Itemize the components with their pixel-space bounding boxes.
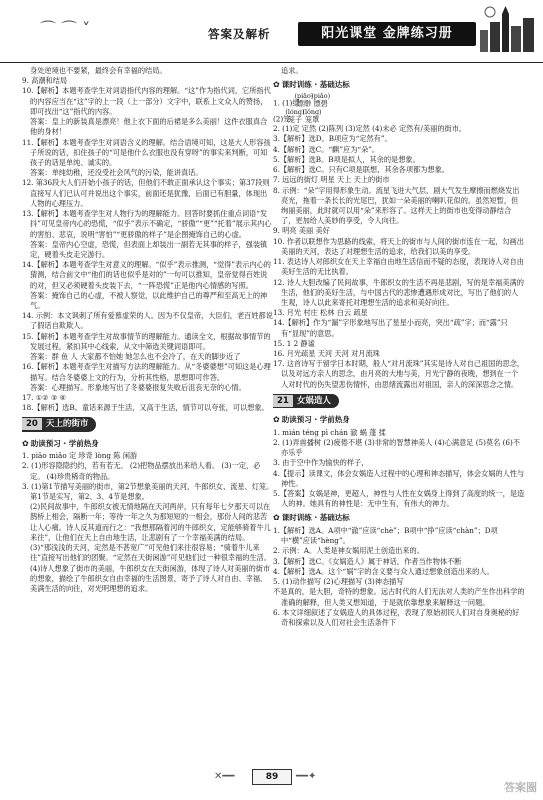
section-number: 21: [273, 395, 293, 407]
birds-ornament-icon: ⌒ ⌒ ˅: [40, 19, 91, 38]
answer-label: (2)笼: [273, 114, 291, 124]
text-line: 追求。: [281, 66, 303, 75]
pinyin: (lǒng): [302, 107, 322, 116]
pinyin: (piāo): [294, 91, 314, 100]
text-line: 9. 明亮 美丽 美好: [273, 226, 330, 236]
text-line: 11. 表达诗人对郎织女在天上幸福自由地生活信而不疑的态度，表现诗人对自由美好生活的无比执着。: [273, 257, 524, 277]
right-ornament-icon: ━━✦: [296, 771, 317, 782]
text-line: 17. 这首诗写于留学日本时期，般人“对月流珠”其实是诗人对自己祖国的思念，以及对远方亲人的思念，由月亮的大地与美，月光宁静的夜晚，想到在一个人对时代的伤失望悲伤情怀，由思绪流露出对祖国，亲人的深深思念之情。: [273, 359, 525, 389]
text-line: 2. (1)弄兽播树 (2)疲倦不堪 (3)非常的智慧神美人 (4)心满意足 (5)莫名 (6)不亦乐乎: [273, 437, 520, 458]
subsection-heading: [273, 414, 525, 426]
text-line: 8. 示例：“朵”字用得形象生动。流星飞进大气层，剧大气发生摩擦而燃烧发出亮光，拖着一条长长的光尾巴，犹如一朵美丽的喇叭花似的。虽然短暂，但绚丽美丽，此时就可以用“朵”来形容了。这样天上的街市也变得动静结合了，更加给人美妙的享受，令人向往。: [273, 185, 520, 226]
section-heading: [273, 394, 339, 408]
text-line: 3. 由于空中作为愉快的样子，: [273, 458, 369, 468]
text-line: 2. (1)形容隐隐约约，若有若无。 (2)把物品摆放出来给人看。 (3)一定，必定。 (4)珍贵稀奇的物品。: [22, 461, 261, 481]
series-title: 阳光课堂 金牌练习册: [298, 22, 476, 46]
subsection-heading: [22, 438, 274, 450]
text-line: 3.【解析】选C。《女娲造人》属于神话，作者当作物体不断: [273, 556, 462, 566]
text-line: 4.【提示】读课文，体会女娲造人过程中的心理和神态描写，体会女娲的人性与神性。: [273, 468, 525, 488]
text-line: 不是真的，是大胆，奇特的想象。远古时代的人们无法对人类的产生作出科学的准确的解释，但人类又想知道，于是就依靠想象来解释这一问题。: [273, 587, 525, 607]
text-line: 6. 本文详细叙述了女娲造人的具体过程，表现了原始初民人们对自身奥秘的好奇和探索以及人们对社会生活条件下: [273, 607, 520, 627]
hanzi: 缥碧: [313, 98, 328, 108]
text-line: 9. 高潮和结局: [22, 76, 68, 86]
flower-bullet-icon: ✿: [273, 414, 280, 424]
text-line: 14.【解析】本题考查学生对意义的理解。“似乎”表示推测，“觉得”表示内心的猜测，结合前文中“他们的话也似乎是对的”一句可以推知，皇帝觉得百姓说的对，但又必须硬着头皮装下去，“一阵恐慌”正是他内心情感的写照。: [22, 260, 271, 290]
text-line: (4)诗人想象了街市的美丽，牛郎织女在天街闲游，体现了诗人对美丽的街市的想象，描绘了牛郎织女自由幸福的生活图景，寄予了诗人对自由、幸福、美满生活的向往，对光明理想的追求。: [30, 563, 271, 593]
text-line: 18.【解析】选B。童话来源于生活，又高于生活，情节可以夸张，可以想象。: [22, 403, 269, 413]
text-line: 1.【解析】选A。A项中“澈”应读“chè”；B项中“挣”应读“chàn”；D项中“横”应读“hèng”。: [273, 526, 498, 546]
text-line: 17. ①② ③ ④: [22, 393, 67, 402]
page-header: [0, 0, 543, 63]
text-line: 10. 作者以联想作为思路的线索，将天上的街市与人间的街市连在一起，勾画出美丽的天河，表达了对理想生活的追求，给我们以美的享受。: [273, 236, 524, 256]
text-line: 5.【答案】女娲是神，更超人，神性与人性在女娲身上得到了高度的统一，是造人的神。她具有的神性是：无中生有，有伟大的神力。: [273, 488, 525, 509]
subsection-title: 助读预习 · 学前热身: [281, 414, 350, 424]
text-line: 3. (1)第1节描写美丽的街市，第2节想象美丽的天河，牛郎织女、流星、灯笼。第1节是实写，第2、3、4节是想象。: [22, 481, 274, 502]
section-number: 20: [22, 418, 42, 430]
subsection-heading: [273, 512, 525, 524]
pinyin-answer-line: [273, 109, 525, 125]
text-line: 12. 诗人大胆改编了民间故事，牛郎织女的生活不再是悲剧，写的是幸福美满的生活，他们的美好生活，与中国古代的悲惨遭遇形成对比，写出了他们的人生观，诗人以此来寄托对理想生活的追求和美好向往。: [273, 277, 524, 307]
subsection-title: 助读预习 · 学前热身: [30, 438, 99, 448]
section-title-text: 女娲造人: [296, 395, 331, 406]
section-title: 答案及解析: [208, 27, 271, 41]
subsection-heading: [273, 79, 525, 91]
text-line: (3)“那浅浅的天河，定然是不甚宽广”可见他们来往很容易；“骑着牛儿来往”直接写出他们的团聚。“定然在天街闲游”可见他们过一种很幸福的生活。: [30, 543, 272, 563]
text-line: 10.【解析】本题考查学生对词语指代内容的理解。“这”作为指代词，它所指代的内容应当在“这”字的上一段（上一部分）文字中，联系上文众人的赞扬，即可找出“这”指代的内容。: [22, 86, 271, 116]
text-line: 13.【解析】本题考查学生对人物行为的理解能力。回答时要抓住重点词语“发抖”可见皇帝内心的恐慌，“似乎”表示不确定，“骄傲”“更”“托着”展示其内心的害怕、悲哀，说明“害怕”“更骄傲的样子”是企图掩饰自己的心虚。: [22, 209, 272, 239]
flower-bullet-icon: ✿: [273, 80, 280, 90]
pinyin: (piǎo): [311, 91, 331, 100]
text-line: 5.【解析】选B。B项是拟人，其余的是想象。: [273, 154, 420, 164]
text-line: 14. 示例：本文讽刺了所有爱慕虚荣的人。因为不仅皇帝，大臣们，老百姓都说了假话自欺欺人。: [22, 311, 273, 331]
text-line: 16.【解析】本题考查学生对描写方法的理解能力。从“冬婆婆想”可知这是心理描写。结合冬婆婆上文的行为，分析其性格，思想即可作答。: [22, 362, 271, 382]
text-line: 13. 月光 村庄 松林 白云 疏星: [273, 308, 368, 318]
text-line: 1. mián téng pì chán 澈 蜗 蓬 揉: [273, 427, 386, 437]
hanzi: 笼子: [287, 114, 303, 124]
hanzi: 缥缈: [296, 98, 312, 108]
text-line: 答案：单纯幼稚，还没受社会风气的污染，能讲真话。: [30, 168, 203, 178]
subsection-title: 课时训练 · 基础达标: [281, 80, 350, 90]
left-column: [22, 66, 274, 706]
text-line: 12. 第36段大人们开始小孩子的话，但他们不敢正面承认这个事实；第37段则直接写人们已认可并说出这个事实，前面还是犹豫，后面已有胆量，体现出人物的心理压力。: [22, 178, 270, 208]
page-footer: [0, 762, 543, 792]
text-line: 1. piāo miǎo 定 珍奇 lòng 陈 闲游: [22, 451, 138, 461]
text-line: 11.【解析】本题考查学生对词语含义的理解。结合语境可知，这是大人形容孩子所说的话，扣住孩子的“可是他什么衣服也没有穿呀”的事实来判断，可知孩子的话是单纯、诚实的。: [22, 137, 271, 167]
text-line: 5. (1)动作描写 (2)心理描写 (3)神态描写: [273, 577, 404, 587]
pinyin-answer-line: [273, 93, 525, 109]
text-line: 身处逆境也不要紧，最终会有幸福的结局。: [30, 66, 167, 75]
hanzi: 笼罩: [304, 114, 320, 124]
pinyin: (lóng): [285, 107, 305, 116]
text-line: 15. 1 2 静谧: [273, 338, 315, 348]
subsection-title: 课时训练 · 基础达标: [281, 513, 350, 523]
right-column: [273, 66, 525, 766]
text-line: 2. (1)定 定然 (2)陈列 (3)定然 (4)未必 定然有/美丽的街市。: [273, 124, 467, 134]
text-line: (2)民间故事中，牛郎织女被无情地隔在天河两岸，只有每年七夕那天可以在鹊桥上相会，隔断一年；等待一年之久为那短短的一相会，那份人间的悲苦让人心痛。诗人反其道而行之：“我想那隔着河的牛郎织女，定能够骑着牛儿来往”，让他们在天上自由地生活，让悲剧有了一个幸福美满的结局。: [30, 502, 271, 542]
watermark: 答案圈: [504, 781, 537, 795]
text-line: 6.【解析】选C。只有C项是联想，其余各项都为想象。: [273, 165, 449, 175]
text-line: 3.【解析】选D。B项应为“定然有”。: [273, 134, 392, 144]
text-line: 4.【解析】选C。“麒”应为“朵”。: [273, 144, 380, 154]
flower-bullet-icon: ✿: [273, 513, 280, 523]
text-line: 答案：皇上的新装真是漂亮！他上衣下面的后裙是多么美丽！这件衣服真合他的身材！: [30, 117, 268, 137]
answer-label: 1. (1)缥: [273, 98, 300, 108]
text-line: 答案：皇帝内心空虚，恐慌，但表面上却装出一副若无其事的样子，强装镇定，硬着头皮走完游行。: [30, 239, 268, 259]
left-ornament-icon: ✕━━: [214, 771, 235, 782]
text-line: 答案：心理描写。形象地写出了冬婆婆报复失败后沮丧无奈的心情。: [30, 382, 246, 392]
page-number: 89: [252, 769, 292, 785]
city-skyline-icon: [478, 4, 536, 52]
text-line: 2. 示例：A。人类是神女娲用泥土创造出来的。: [273, 546, 424, 556]
text-line: 答案：掩饰自己的心虚，不被人察觉，以此维护自己的尊严和至高无上的神气。: [30, 290, 268, 311]
pinyin-word: [302, 107, 322, 125]
text-line: 15.【解析】本题考查学生对故事情节的理解能力。通读全文，根据故事情节的发展过程，紧扣其中心线索，从文中筛选关键词语即可。: [22, 331, 271, 351]
section-title-text: 天上的街市: [45, 419, 89, 430]
text-line: 7. 远远的街灯 明星 天上 天上的街市: [273, 175, 390, 185]
text-line: 14.【解析】作为“漏”字形象地写出了星星小而亮，突出“疏”字；而“露”只有“显现”的意思。: [273, 318, 508, 338]
text-line: 4.【解析】选A。这个“娲”字的含义要与众人通过想象创造出来的人。: [273, 566, 494, 576]
section-heading: [22, 417, 96, 431]
text-line: 16. 月光疏星 天河 天河 对月流珠: [273, 349, 380, 359]
flower-bullet-icon: ✿: [22, 438, 29, 448]
pinyin-word: [311, 91, 331, 109]
text-line: 答案：群 鱼 人 大家都不怕她 她怎么也不会冷了，在天的脚步近了: [30, 352, 241, 362]
